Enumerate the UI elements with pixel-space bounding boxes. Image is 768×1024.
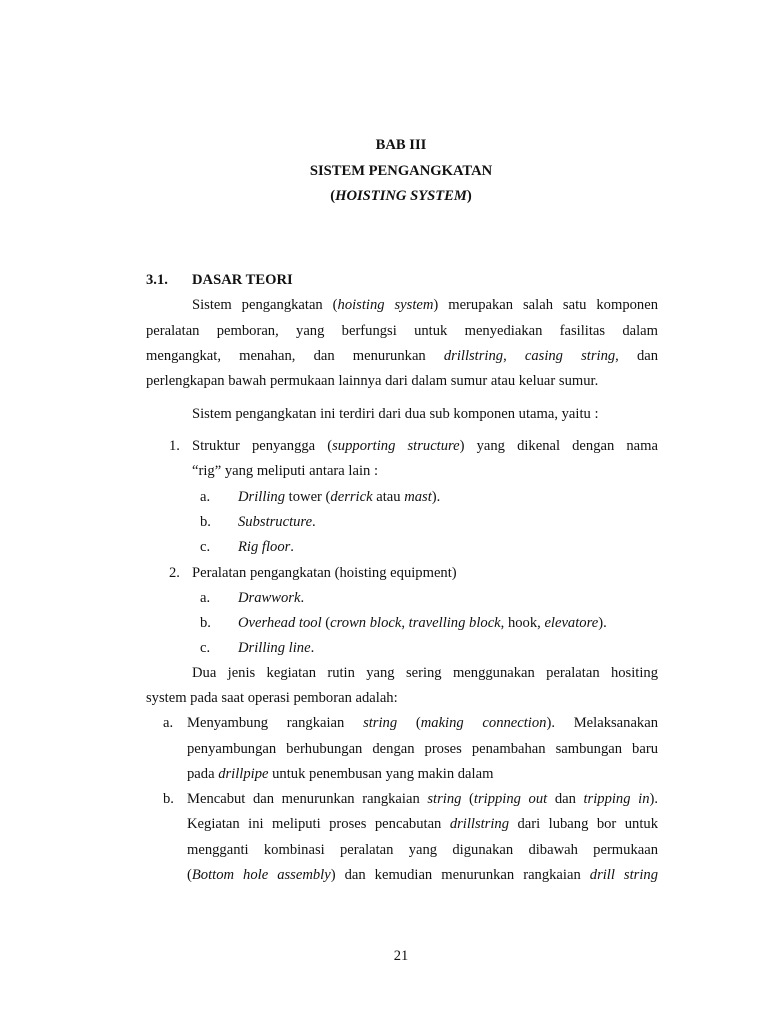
sub-item-mark: a. [200, 590, 211, 606]
paragraph-line: Dua jenis kegiatan rutin yang sering menggunakan peralatan hositing [192, 665, 658, 681]
list-item-line: Mencabut dan menurunkan rangkaian string (tripping out dan tripping in). [187, 791, 659, 807]
list-item-line: Peralatan pengangkatan (hoisting equipment) [192, 565, 457, 581]
list-item-line: “rig” yang meliputi antara lain : [192, 463, 378, 479]
paragraph-line: perlengkapan bawah permukaan lainnya dari dalam sumur atau keluar sumur. [146, 373, 599, 389]
list-item-line: Struktur penyangga (supporting structure) yang dikenal dengan nama [192, 438, 658, 454]
list-number: 1. [169, 438, 180, 454]
list-letter: a. [163, 715, 174, 731]
sub-item: Drilling line. [238, 640, 315, 656]
paragraph-line: Sistem pengangkatan ini terdiri dari dua sub komponen utama, yaitu : [192, 406, 599, 422]
sub-item: Drilling tower (derrick atau mast). [238, 489, 441, 505]
sub-item-mark: c. [200, 640, 211, 656]
paragraph-line: Sistem pengangkatan (hoisting system) merupakan salah satu komponen [192, 297, 658, 313]
chapter-title: SISTEM PENGANGKATAN [309, 163, 493, 179]
chapter-subtitle: (HOISTING SYSTEM) [330, 188, 472, 204]
paragraph-line: peralatan pemboran, yang berfungsi untuk menyediakan fasilitas dalam [146, 323, 658, 339]
paragraph-line: system pada saat operasi pemboran adalah: [146, 690, 398, 706]
list-item-line: Kegiatan ini meliputi proses pencabutan drillstring dari lubang bor untuk [187, 816, 658, 832]
sub-item-mark: b. [200, 514, 211, 530]
page-number: 21 [393, 948, 409, 964]
section-number: 3.1. [146, 272, 168, 288]
list-letter: b. [163, 791, 174, 807]
sub-item-mark: a. [200, 489, 211, 505]
sub-item: Substructure. [238, 514, 316, 530]
list-item-line: Menyambung rangkaian string (making connection). Melaksanakan [187, 715, 658, 731]
list-item-line: penyambungan berhubungan dengan proses penambahan sambungan baru [187, 741, 658, 757]
sub-item: Drawwork. [238, 590, 305, 606]
list-item-line: mengganti kombinasi peralatan yang digunakan dibawah permukaan [187, 842, 658, 858]
section-title: DASAR TEORI [192, 272, 293, 288]
sub-item: Overhead tool (crown block, travelling block, hook, elevatore). [238, 615, 607, 631]
list-item-line: (Bottom hole assembly) dan kemudian menurunkan rangkaian drill string [187, 867, 658, 883]
sub-item-mark: c. [200, 539, 211, 555]
sub-item: Rig floor. [238, 539, 294, 555]
chapter-label: BAB III [375, 137, 427, 153]
paragraph-line: mengangkat, menahan, dan menurunkan drillstring, casing string, dan [146, 348, 659, 364]
sub-item-mark: b. [200, 615, 211, 631]
list-item-line: pada drillpipe untuk penembusan yang makin dalam [187, 766, 494, 782]
list-number: 2. [169, 565, 180, 581]
